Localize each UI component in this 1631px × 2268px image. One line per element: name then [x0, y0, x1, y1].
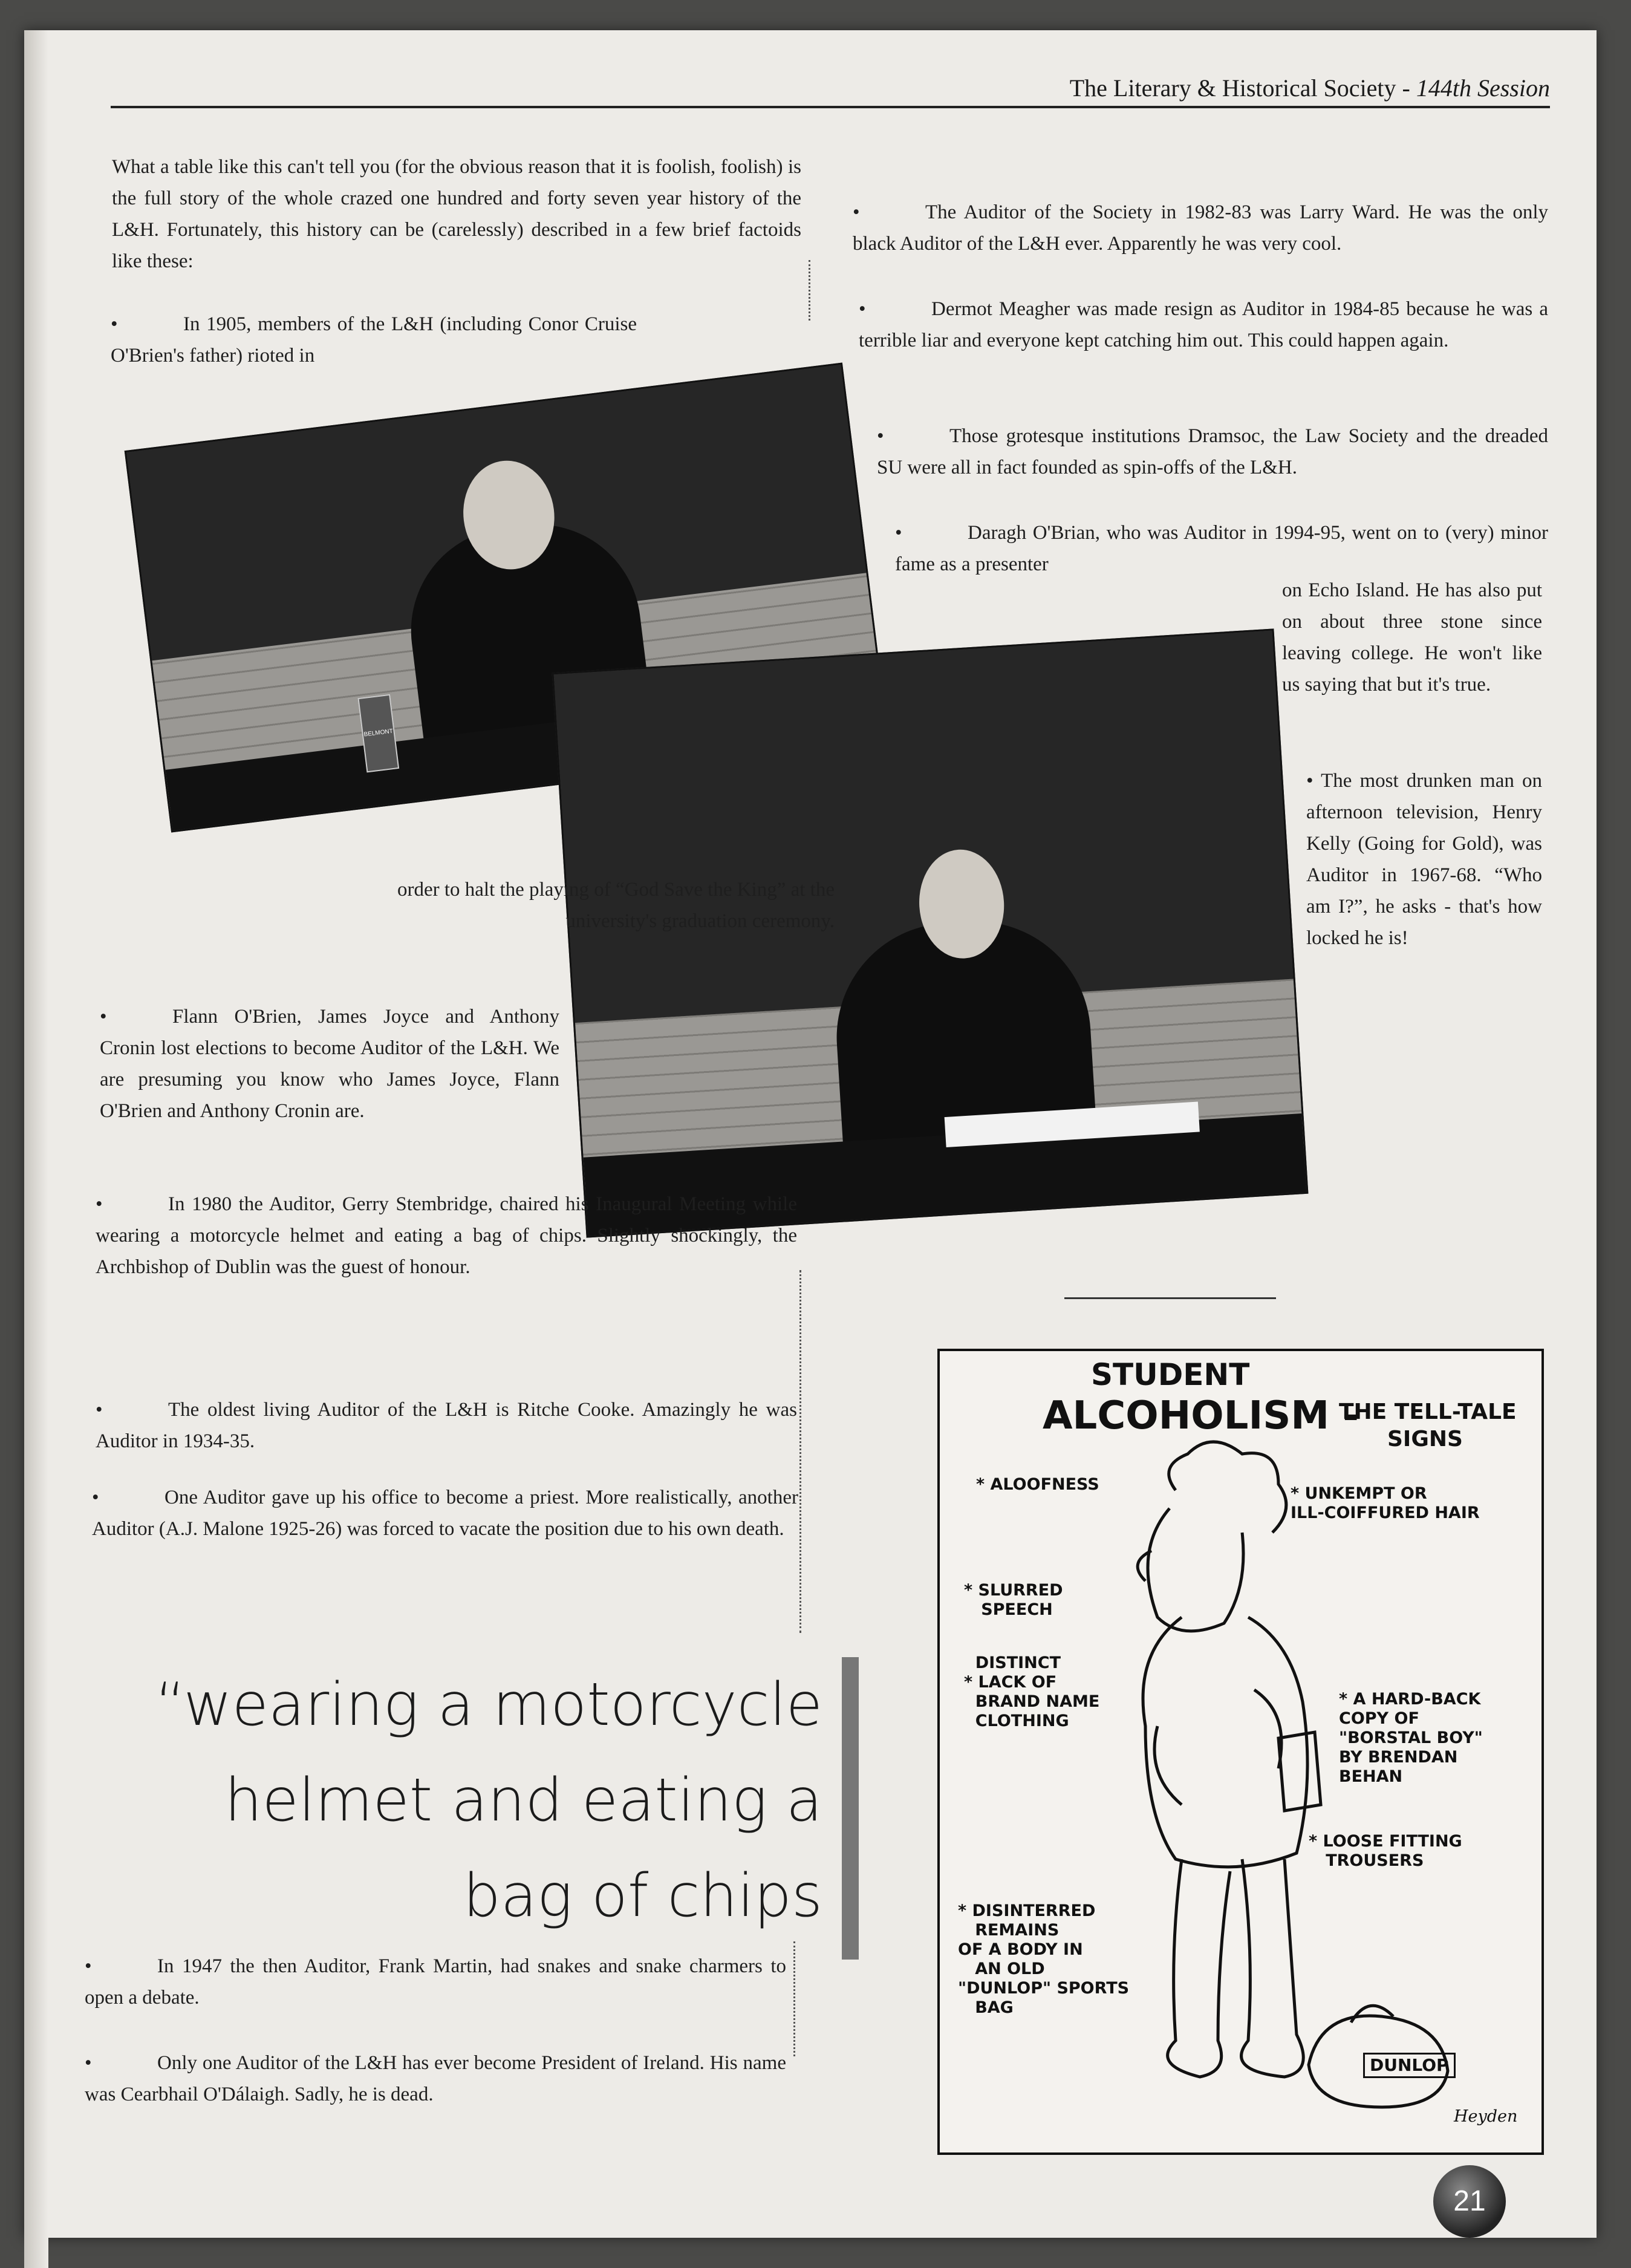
factoid-r3: • Those grotesque institutions Dramsoc, the Law Society and the dreaded SU were all in fact founded as spin-offs of the L&H.: [877, 425, 1548, 478]
factoid-1b: order to halt the playing of “God Save the King” at the university's graduation ceremony.: [397, 879, 835, 932]
dunlop-bag-label: DUNLOP: [1363, 2053, 1456, 2078]
magazine-page: [24, 30, 1597, 2238]
factoid-r4b: on Echo Island. He has also put on about three stone since leaving college. He won't like us saying that but it's true.: [1282, 579, 1542, 696]
factoid-r4a: • Daragh O'Brian, who was Auditor in 1994-95, went on to (very) minor fame as a presenter: [895, 522, 1548, 575]
column-divider: [799, 1270, 801, 1633]
factoid-3: • In 1980 the Auditor, Gerry Stembridge, chaired his Inaugural Meeting while wearing a motorcycle helmet and eating a bag of chips. Slightly shockingly, the Archbishop of Dublin was the guest of honour.: [96, 1193, 797, 1278]
cartoon-rule: [1064, 1297, 1276, 1299]
student-alcoholism-cartoon: STUDENT ALCOHOLISM - THE TELL-TALE SIGNS * ALOOFNESS * UNKEMPT OR ILL-COIFFURED HAIR * SLURRED SPEECH DISTINCT * LACK OF BRAND NAME CLOTHING * A HARD-BACK COPY OF "BORSTAL BOY" BY BRENDAN BEHAN * LOOSE FITTING TROUSERS * DISINTERRED REMAINS OF A BODY IN AN OLD "DUNLOP" SPORTS BAG DUNLOP Heyden: [937, 1349, 1544, 2155]
factoid-r1: • The Auditor of the Society in 1982-83 was Larry Ward. He was the only black Auditor of the L&H ever. Apparently he was very cool.: [853, 201, 1548, 255]
factoid-6: • In 1947 the then Auditor, Frank Martin, had snakes and snake charmers to open a debate.: [85, 1955, 786, 2009]
factoid-7: • Only one Auditor of the L&H has ever become President of Ireland. His name was Cearbhail O'Dálaigh. Sadly, he is dead.: [85, 2052, 786, 2105]
factoid-1a: • In 1905, members of the L&H (including Conor Cruise O'Brien's father) rioted in: [111, 313, 637, 367]
page-fold: [24, 30, 48, 2268]
factoid-r5: • The most drunken man on afternoon television, Henry Kelly (Going for Gold), was Auditor in 1967-68. “Who am I?”, he asks - that's how locked he is!: [1306, 770, 1542, 949]
factoid-r2: • Dermot Meagher was made resign as Auditor in 1984-85 because he was a terrible liar and everyone kept catching him out. This could happen again.: [859, 298, 1548, 351]
factoid-5: • One Auditor gave up his office to become a priest. More realistically, another Auditor (A.J. Malone 1925-26) was forced to vacate the position due to his own death.: [92, 1487, 798, 1540]
page-number: 21: [1433, 2165, 1506, 2238]
running-header: [111, 74, 1550, 108]
factoid-2: • Flann O'Brien, James Joyce and Anthony Cronin lost elections to become Auditor of the L&H. We are presuming you know who James Joyce, Flann O'Brien and Anthony Cronin are.: [100, 1006, 559, 1122]
factoid-4: • The oldest living Auditor of the L&H is Ritche Cooke. Amazingly he was Auditor in 1934-35.: [96, 1399, 797, 1452]
pull-quote-bar: [842, 1657, 859, 1960]
column-divider-bottom: [793, 1941, 795, 2056]
cartoon-figure-drawing: [940, 1351, 1541, 2152]
header-title: The Literary & Historical Society -: [1069, 74, 1416, 102]
beer-can: BELMONT: [357, 694, 399, 773]
header-session: 144th Session: [1416, 74, 1550, 102]
pull-quote: “wearing a motorcycle helmet and eating a bag of chips: [155, 1670, 822, 1931]
column-divider-top: [809, 260, 810, 321]
artist-signature: Heyden: [1454, 2107, 1518, 2126]
intro-paragraph: What a table like this can't tell you (for the obvious reason that it is foolish, foolish) is the full story of the whole crazed one hundred and forty seven year history of the L&H. Fortunately, this history can be (carelessly) described in a few brief factoids like these:: [112, 156, 801, 272]
